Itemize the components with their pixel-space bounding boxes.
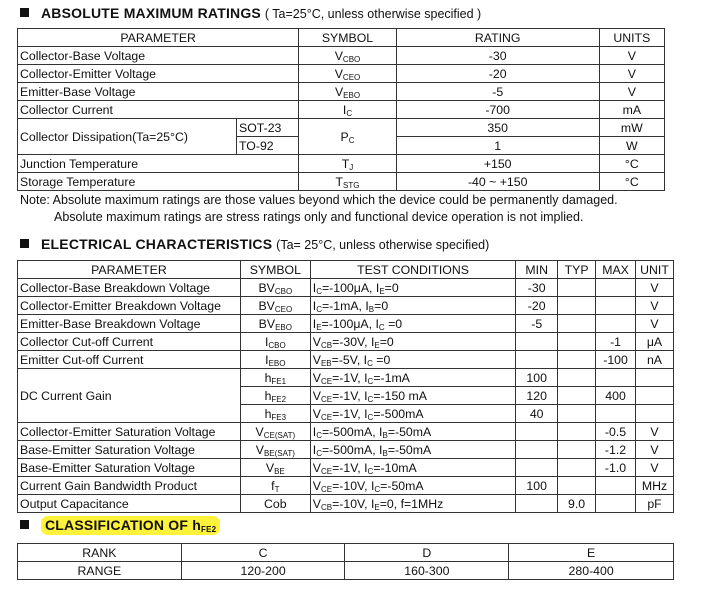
symbol-cell	[299, 83, 396, 101]
symbol-text: h	[264, 406, 272, 421]
symbol-subscript: CBO	[268, 340, 286, 350]
table-row	[18, 495, 674, 513]
unit-cell	[636, 405, 674, 423]
cond-symbol: I	[375, 280, 380, 295]
cond-subscript: C	[316, 286, 322, 296]
min-cell: -5	[516, 315, 558, 333]
unit-cell: °C	[599, 155, 664, 173]
symbol-text: Cob	[264, 496, 287, 511]
table-row	[18, 333, 674, 351]
symbol-subscript: EBO	[275, 322, 292, 332]
unit-cell: V	[636, 459, 674, 477]
max-cell: 400	[596, 387, 636, 405]
cond-value: =-1V,	[332, 370, 365, 385]
symbol-subscript: T	[274, 484, 280, 494]
symbol-subscript: FE1	[271, 376, 287, 386]
cond-symbol: I	[312, 424, 317, 439]
table-row	[18, 315, 674, 333]
cond-symbol: I	[379, 424, 383, 439]
cond-value: =0, f=1MHz	[379, 496, 444, 511]
symbol-subscript: C	[348, 135, 355, 145]
column-header: RATING	[396, 29, 599, 47]
symbol-text: V	[255, 442, 264, 457]
classification-table	[17, 543, 674, 580]
cond-symbol: V	[312, 478, 321, 493]
cond-subscript: C	[367, 412, 374, 422]
cond-subscript: CE	[320, 376, 333, 386]
rating-cell: +150	[396, 155, 599, 173]
cond-subscript: C	[367, 358, 373, 368]
symbol-subscript: CBO	[274, 286, 293, 296]
cond-subscript: CE	[320, 412, 333, 422]
unit-cell: V	[636, 423, 674, 441]
cond-value: =-500mA,	[321, 424, 380, 439]
symbol-text: I	[265, 352, 269, 367]
cond-value: =0	[379, 334, 394, 349]
test-condition-cell	[310, 441, 515, 459]
cond-subscript: C	[367, 466, 374, 476]
typ-cell	[558, 369, 596, 387]
symbol-subscript: STG	[343, 180, 360, 190]
symbol-text: V	[334, 66, 343, 81]
cond-value: =-50mA	[380, 478, 424, 493]
unit-cell: W	[599, 137, 664, 155]
cond-symbol: I	[312, 442, 317, 457]
symbol-cell	[240, 333, 310, 351]
note-line-2: Absolute maximum ratings are stress ratings only and functional device operation is not implied.	[54, 210, 584, 224]
min-cell: 100	[516, 477, 558, 495]
range-cell: RANGE	[18, 562, 182, 580]
cond-value: =-1mA,	[321, 298, 366, 313]
parameter-cell: Collector-Emitter Breakdown Voltage	[18, 297, 241, 315]
table-row	[18, 459, 674, 477]
table-row	[18, 477, 674, 495]
symbol-cell	[299, 47, 396, 65]
symbol-text: I	[342, 102, 347, 117]
parameter-cell: Emitter-Base Breakdown Voltage	[18, 315, 241, 333]
cond-symbol: I	[379, 442, 383, 457]
parameter-cell: Emitter-Base Voltage	[18, 83, 299, 101]
symbol-subscript: CEO	[342, 72, 361, 82]
symbol-text: BV	[258, 280, 275, 295]
parameter-cell: Current Gain Bandwidth Product	[18, 477, 241, 495]
cond-value: =-30V,	[332, 334, 371, 349]
rank-cell: RANK	[18, 544, 182, 562]
cond-subscript: B	[368, 304, 375, 314]
cond-subscript: E	[374, 340, 380, 350]
unit-cell: V	[599, 65, 664, 83]
symbol-cell	[240, 423, 310, 441]
symbol-text: V	[334, 48, 343, 63]
table-header-row	[18, 544, 674, 562]
cond-value: =0	[374, 298, 389, 313]
unit-cell: mA	[599, 101, 664, 119]
cond-symbol: I	[363, 352, 368, 367]
cond-value: =-100μA,	[321, 316, 376, 331]
cond-subscript: E	[374, 502, 380, 512]
cond-symbol: I	[312, 280, 317, 295]
symbol-text: h	[264, 370, 272, 385]
test-condition-cell	[310, 351, 515, 369]
typ-cell	[558, 387, 596, 405]
max-cell: -100	[596, 351, 636, 369]
parameter-cell: Collector-Emitter Voltage	[18, 65, 299, 83]
symbol-text: T	[335, 174, 344, 189]
max-cell	[596, 369, 636, 387]
package-cell: SOT-23	[237, 119, 299, 137]
min-cell: 120	[516, 387, 558, 405]
cond-symbol: I	[364, 460, 368, 475]
cond-value: =0	[384, 280, 399, 295]
square-bullet-icon	[20, 520, 29, 529]
min-cell: -20	[516, 297, 558, 315]
absolute-max-ratings-table	[17, 28, 665, 191]
cond-subscript: C	[378, 322, 385, 332]
typ-cell	[558, 351, 596, 369]
range-cell: 160-300	[345, 562, 509, 580]
rank-cell: E	[509, 544, 674, 562]
column-header: SYMBOL	[299, 29, 396, 47]
column-header: TEST CONDITIONS	[310, 261, 515, 279]
symbol-cell	[299, 155, 396, 173]
table-row	[18, 65, 665, 83]
symbol-cell	[240, 495, 310, 513]
cond-subscript: B	[382, 448, 388, 458]
test-condition-cell	[310, 333, 515, 351]
cond-symbol: I	[364, 406, 368, 421]
parameter-cell: Base-Emitter Saturation Voltage	[18, 441, 241, 459]
cond-symbol: V	[312, 388, 321, 403]
column-header: MIN	[516, 261, 558, 279]
cond-subscript: B	[382, 430, 388, 440]
typ-cell	[558, 405, 596, 423]
symbol-cell	[299, 65, 396, 83]
cond-symbol: V	[312, 406, 321, 421]
typ-cell	[558, 459, 596, 477]
cond-subscript: C	[316, 448, 322, 458]
rank-cell: C	[181, 544, 345, 562]
typ-cell	[558, 297, 596, 315]
cond-subscript: E	[316, 322, 322, 332]
max-cell: -1	[596, 333, 636, 351]
unit-cell: V	[636, 297, 674, 315]
package-cell: TO-92	[237, 137, 299, 155]
range-cell: 280-400	[509, 562, 674, 580]
cond-symbol: I	[312, 298, 317, 313]
cond-subscript: C	[316, 304, 322, 314]
column-header: MAX	[596, 261, 636, 279]
parameter-cell: Base-Emitter Saturation Voltage	[18, 459, 241, 477]
min-cell	[516, 423, 558, 441]
unit-cell: V	[599, 47, 664, 65]
min-cell: -30	[516, 279, 558, 297]
cond-subscript: C	[367, 376, 374, 386]
typ-cell	[558, 441, 596, 459]
cond-subscript: EB	[320, 358, 332, 368]
table-row	[18, 562, 674, 580]
symbol-subscript: EBO	[268, 358, 286, 368]
typ-cell	[558, 423, 596, 441]
typ-cell	[558, 315, 596, 333]
test-condition-cell	[310, 279, 515, 297]
max-cell	[596, 297, 636, 315]
parameter-cell: Collector Cut-off Current	[18, 333, 241, 351]
parameter-cell: DC Current Gain	[18, 369, 241, 423]
cond-symbol: V	[312, 334, 321, 349]
parameter-cell: Output Capacitance	[18, 495, 241, 513]
parameter-cell: Collector Dissipation(Ta=25°C)	[18, 119, 237, 155]
symbol-cell	[240, 477, 310, 495]
cond-value: =-150 mA	[373, 388, 427, 403]
typ-cell	[558, 333, 596, 351]
max-cell	[596, 477, 636, 495]
square-bullet-icon	[20, 8, 29, 17]
table-row	[18, 173, 665, 191]
parameter-cell: Junction Temperature	[18, 155, 299, 173]
cond-subscript: CE	[320, 466, 333, 476]
max-cell	[596, 495, 636, 513]
column-header: PARAMETER	[18, 261, 241, 279]
test-condition-cell	[310, 423, 515, 441]
table-header-row	[18, 29, 665, 47]
cond-symbol: V	[312, 496, 321, 511]
test-condition-cell	[310, 459, 515, 477]
symbol-text: BV	[258, 316, 276, 331]
cond-value: =-10mA	[373, 460, 417, 475]
column-header: UNIT	[636, 261, 674, 279]
cond-symbol: I	[375, 316, 379, 331]
table-row	[18, 369, 674, 387]
symbol-subscript: BE(SAT)	[263, 448, 295, 458]
cond-value: =-500mA	[373, 406, 424, 421]
min-cell	[516, 459, 558, 477]
unit-cell: MHz	[636, 477, 674, 495]
test-condition-cell	[310, 297, 515, 315]
symbol-subscript: CE(SAT)	[263, 430, 296, 440]
cond-value: =-100μA,	[321, 280, 376, 295]
cond-symbol: I	[370, 334, 375, 349]
max-cell	[596, 405, 636, 423]
unit-cell	[636, 369, 674, 387]
unit-cell: °C	[599, 173, 664, 191]
rating-cell: 350	[396, 119, 599, 137]
classification-section-title	[20, 516, 220, 534]
symbol-subscript: EBO	[343, 90, 361, 100]
symbol-subscript: FE3	[271, 412, 287, 422]
cond-subscript: CB	[320, 502, 333, 512]
min-cell	[516, 351, 558, 369]
cond-symbol: I	[312, 316, 317, 331]
test-condition-cell	[310, 477, 515, 495]
max-cell	[596, 315, 636, 333]
symbol-subscript: J	[349, 162, 354, 172]
cond-value: =0	[384, 316, 403, 331]
cond-value: =-10V,	[332, 478, 371, 493]
symbol-cell	[240, 369, 310, 387]
symbol-subscript: C	[346, 108, 353, 118]
symbol-text: P	[340, 129, 349, 144]
symbol-subscript: CBO	[342, 54, 361, 64]
column-header: PARAMETER	[18, 29, 299, 47]
column-header: UNITS	[599, 29, 664, 47]
cond-subscript: CB	[320, 340, 333, 350]
note-line-1: Note: Absolute maximum ratings are those values beyond which the device could be permanently damaged.	[20, 193, 618, 207]
cond-subscript: E	[379, 286, 385, 296]
symbol-text: BV	[258, 298, 275, 313]
max-cell	[596, 279, 636, 297]
min-cell: 40	[516, 405, 558, 423]
cond-symbol: I	[365, 298, 369, 313]
table-row	[18, 423, 674, 441]
cond-symbol: I	[370, 496, 375, 511]
cond-symbol: V	[312, 370, 321, 385]
cond-subscript: CE	[320, 394, 333, 404]
table-row	[18, 101, 665, 119]
table-row	[18, 297, 674, 315]
cond-value: =-50mA	[387, 424, 432, 439]
rating-cell: -40 ~ +150	[396, 173, 599, 191]
parameter-cell: Collector Current	[18, 101, 299, 119]
cond-subscript: CE	[320, 484, 333, 494]
amr-section-title: ABSOLUTE MAXIMUM RATINGS ( Ta=25°C, unless otherwise specified )	[20, 4, 481, 23]
symbol-cell	[299, 173, 396, 191]
symbol-subscript: BE	[274, 466, 285, 476]
rating-cell: -30	[396, 47, 599, 65]
symbol-text: V	[334, 84, 344, 99]
symbol-cell	[299, 101, 396, 119]
typ-cell: 9.0	[558, 495, 596, 513]
table-header-row	[18, 261, 674, 279]
test-condition-cell	[310, 315, 515, 333]
symbol-cell	[299, 119, 396, 155]
cond-symbol: I	[364, 370, 368, 385]
range-cell: 120-200	[181, 562, 345, 580]
cond-symbol: V	[312, 352, 321, 367]
cond-subscript: C	[374, 484, 381, 494]
symbol-cell	[240, 405, 310, 423]
unit-cell: V	[599, 83, 664, 101]
test-condition-cell	[310, 405, 515, 423]
symbol-subscript: FE2	[271, 394, 287, 404]
unit-cell: μA	[636, 333, 674, 351]
column-header: SYMBOL	[240, 261, 310, 279]
symbol-text: h	[264, 388, 272, 403]
rating-cell: -20	[396, 65, 599, 83]
parameter-cell: Collector-Base Breakdown Voltage	[18, 279, 241, 297]
highlighted-title: CLASSIFICATION OF $h_{FE2}$	[41, 516, 220, 535]
rating-cell: -5	[396, 83, 599, 101]
rating-cell: -700	[396, 101, 599, 119]
symbol-subscript: CEO	[274, 304, 293, 314]
table-row	[18, 351, 674, 369]
typ-cell	[558, 279, 596, 297]
table-row	[18, 155, 665, 173]
cond-value: =-50mA	[387, 442, 432, 457]
typ-cell	[558, 477, 596, 495]
unit-cell: V	[636, 441, 674, 459]
ec-section-title: ELECTRICAL CHARACTERISTICS (Ta= 25°C, unless otherwise specified)	[20, 235, 489, 254]
symbol-cell	[240, 297, 310, 315]
rank-cell: D	[345, 544, 509, 562]
unit-cell: nA	[636, 351, 674, 369]
cond-value: =-500mA,	[321, 442, 380, 457]
symbol-cell	[240, 441, 310, 459]
unit-cell: V	[636, 315, 674, 333]
cond-subscript: C	[316, 430, 322, 440]
symbol-cell	[240, 315, 310, 333]
table-row	[18, 119, 665, 137]
symbol-text: V	[255, 424, 264, 439]
table-row	[18, 47, 665, 65]
symbol-cell	[240, 279, 310, 297]
cond-value: =-1V,	[332, 388, 365, 403]
test-condition-cell	[310, 495, 515, 513]
symbol-text: T	[341, 156, 350, 171]
cond-subscript: C	[367, 394, 374, 404]
cond-value: =-1V,	[332, 406, 365, 421]
max-cell: -1.2	[596, 441, 636, 459]
table-row	[18, 441, 674, 459]
max-cell: -1.0	[596, 459, 636, 477]
test-condition-cell	[310, 387, 515, 405]
table-row	[18, 279, 674, 297]
cond-value: =-10V,	[332, 496, 371, 511]
min-cell	[516, 333, 558, 351]
test-condition-cell	[310, 369, 515, 387]
unit-cell: mW	[599, 119, 664, 137]
parameter-cell: Collector-Base Voltage	[18, 47, 299, 65]
cond-value: =-1mA	[373, 370, 410, 385]
cond-value: =-5V,	[331, 352, 364, 367]
symbol-text: V	[265, 460, 275, 475]
parameter-cell: Storage Temperature	[18, 173, 299, 191]
unit-cell: pF	[636, 495, 674, 513]
electrical-characteristics-table	[17, 260, 674, 513]
square-bullet-icon	[20, 239, 29, 248]
symbol-text: I	[264, 334, 269, 349]
unit-cell: V	[636, 279, 674, 297]
table-row	[18, 83, 665, 101]
cond-symbol: V	[312, 460, 321, 475]
cond-value: =-1V,	[332, 460, 365, 475]
symbol-cell	[240, 459, 310, 477]
parameter-cell: Emitter Cut-off Current	[18, 351, 241, 369]
min-cell: 100	[516, 369, 558, 387]
symbol-cell	[240, 351, 310, 369]
symbol-text: f	[271, 478, 275, 493]
cond-symbol: I	[370, 478, 375, 493]
parameter-cell: Collector-Emitter Saturation Voltage	[18, 423, 241, 441]
min-cell	[516, 441, 558, 459]
cond-value: =0	[372, 352, 391, 367]
max-cell: -0.5	[596, 423, 636, 441]
rating-cell: 1	[396, 137, 599, 155]
min-cell	[516, 495, 558, 513]
symbol-cell	[240, 387, 310, 405]
cond-symbol: I	[364, 388, 368, 403]
unit-cell	[636, 387, 674, 405]
column-header: TYP	[558, 261, 596, 279]
